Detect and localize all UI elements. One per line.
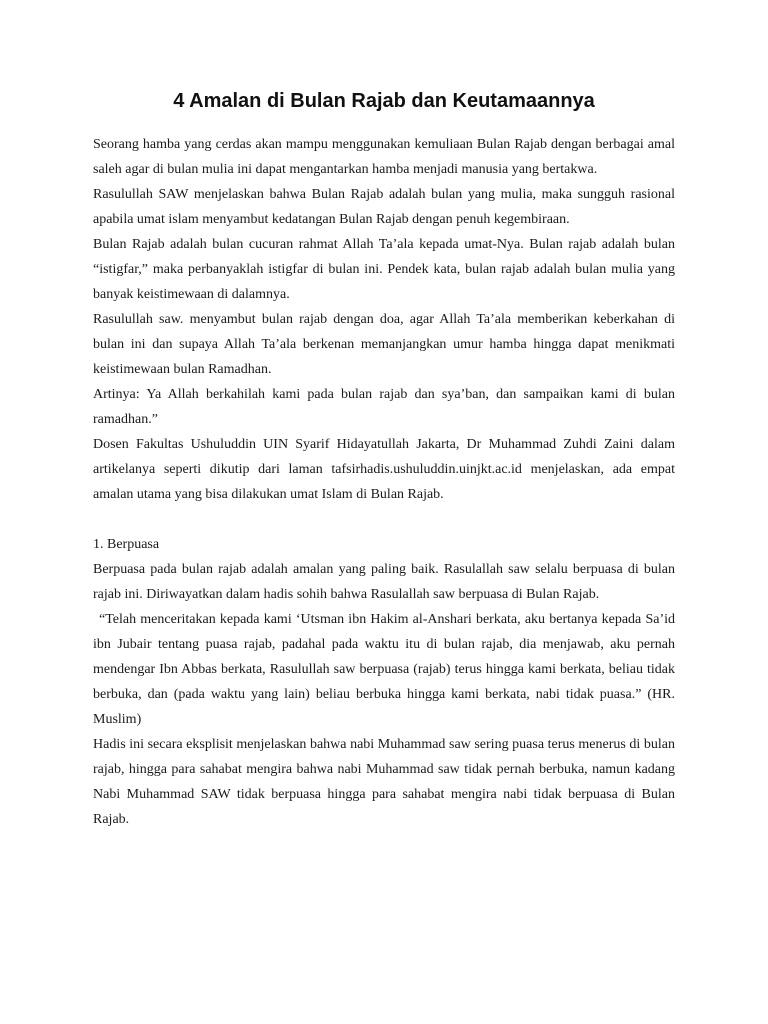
paragraph-rajab-prayer: Rasulullah saw. menyambut bulan rajab dengan doa, agar Allah Ta’ala memberikan keberkahan di bulan ini dan supaya Allah Ta’ala berkenan memanjangkan umur hamba hingga dapat menikmati keistimewaan bulan Ramadhan. [93,312,675,377]
document-title: 4 Amalan di Bulan Rajab dan Keutamaannya [173,90,595,112]
paragraph-rajab-noble-month: Rasulullah SAW menjelaskan bahwa Bulan Rajab adalah bulan yang mulia, maka sungguh rasional apabila umat islam menyambut kedatangan Bulan Rajab dengan penuh kegembiraan. [93,187,675,227]
paragraph-intro: Seorang hamba yang cerdas akan mampu menggunakan kemuliaan Bulan Rajab dengan berbagai amal saleh agar di bulan mulia ini dapat mengantarkan hamba menjadi manusia yang bertakwa. [93,137,675,177]
paragraph-rajab-mercy: Bulan Rajab adalah bulan cucuran rahmat Allah Ta’ala kepada umat-Nya. Bulan rajab adalah bulan “istigfar,” maka perbanyaklah istigfar di bulan ini. Pendek kata, bulan rajab adalah bulan mulia yang banyak keistimewaan di dalamnya. [93,237,675,302]
paragraph-lecturer-explanation: Dosen Fakultas Ushuluddin UIN Syarif Hidayatullah Jakarta, Dr Muhammad Zuhdi Zaini dalam artikelanya seperti dikutip dari laman tafsirhadis.ushuluddin.uinjkt.ac.id menjelaskan, ada empat amalan utama yang bisa dilakukan umat Islam di Bulan Rajab. [93,437,675,502]
paragraph-hadith-explanation: Hadis ini secara eksplisit menjelaskan bahwa nabi Muhammad saw sering puasa terus menerus di bulan rajab, hingga para sahabat mengira bahwa nabi Muhammad saw tidak pernah berbuka, namun kadang Nabi Muhammad SAW tidak berpuasa hingga para sahabat mengira nabi tidak berpuasa di Bulan Rajab. [93,737,675,827]
paragraph-fasting-best-deed: Berpuasa pada bulan rajab adalah amalan yang paling baik. Rasulallah saw selalu berpuasa di bulan rajab ini. Diriwayatkan dalam hadis sohih bahwa Rasulallah saw berpuasa di Bulan Rajab. [93,562,675,602]
paragraph-spacer [93,507,675,532]
section-heading-berpuasa: 1. Berpuasa [93,537,160,552]
paragraph-hadith-quote: “Telah menceritakan kepada kami ‘Utsman ibn Hakim al-Anshari berkata, aku bertanya kepada Sa’id ibn Jubair tentang puasa rajab, padahal pada waktu itu di bulan rajab, dia menjawab, aku pernah mendengar Ibn Abbas berkata, Rasulullah saw berpuasa (rajab) terus hingga kami berkata, beliau tidak berbuka, dan (pada waktu yang lain) beliau berbuka hingga kami berkata, nabi tidak puasa.” (HR. Muslim) [93,612,675,727]
document-body [93,132,675,832]
paragraph-prayer-meaning: Artinya: Ya Allah berkahilah kami pada bulan rajab dan sya’ban, dan sampaikan kami di bulan ramadhan.” [93,387,675,427]
